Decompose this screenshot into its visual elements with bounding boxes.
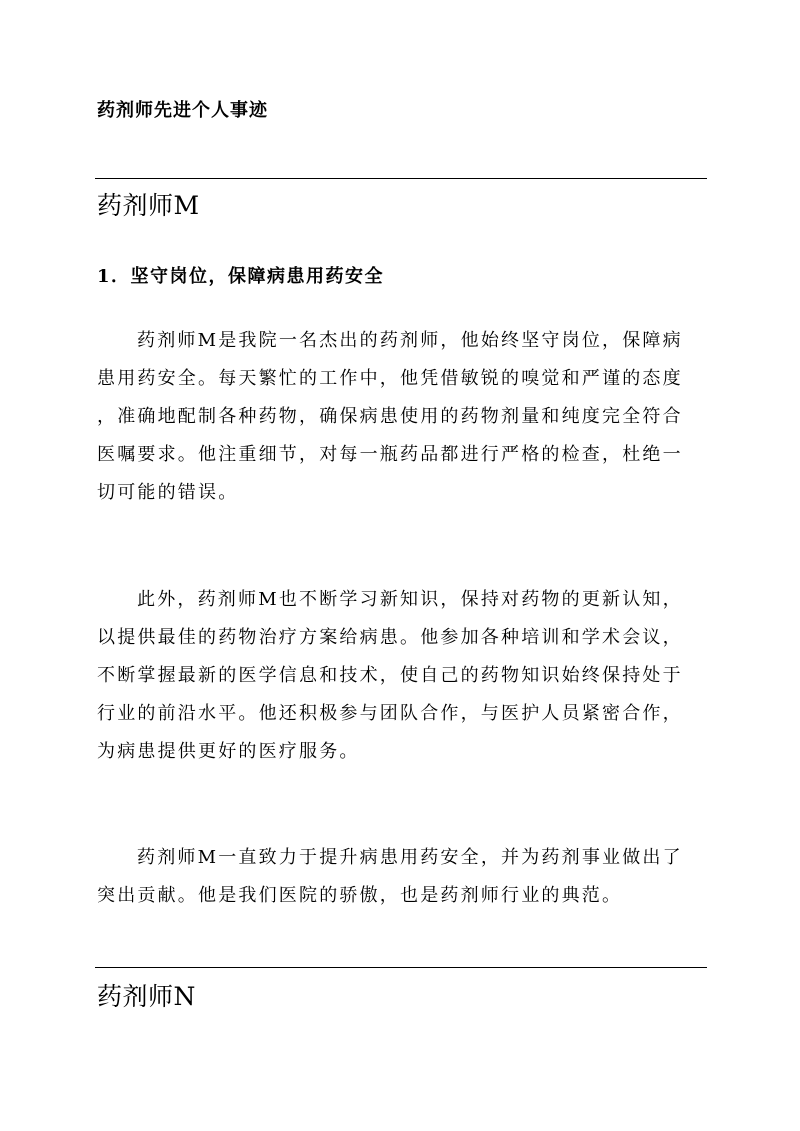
document-title: 药剂师先进个人事迹	[97, 100, 268, 121]
paragraph-line: 为病患提供更好的医疗服务。	[97, 741, 360, 762]
paragraph-line: 药剂师M一直致力于提升病患用药安全，并为药剂事业做出了	[137, 847, 683, 868]
section-divider	[95, 967, 707, 968]
paragraph-line: 医嘱要求。他注重细节，对每一瓶药品都进行严格的检查，杜绝一	[97, 444, 683, 465]
paragraph-line: 患用药安全。每天繁忙的工作中，他凭借敏锐的嗅觉和严谨的态度	[97, 368, 683, 389]
section-heading-m: 药剂师M	[97, 191, 200, 220]
paragraph-1	[97, 322, 707, 512]
paragraph-2	[97, 581, 707, 771]
paragraph-3	[97, 839, 707, 915]
paragraph-line: 突出贡献。他是我们医院的骄傲，也是药剂师行业的典范。	[97, 885, 623, 906]
section-heading-n: 药剂师N	[97, 982, 196, 1011]
paragraph-line: 此外，药剂师M也不断学习新知识，保持对药物的更新认知，	[137, 589, 683, 610]
paragraph-line: 切可能的错误。	[97, 482, 239, 503]
paragraph-line: 行业的前沿水平。他还积极参与团队合作，与医护人员紧密合作，	[97, 703, 683, 724]
paragraph-line: 不断掌握最新的医学信息和技术，使自己的药物知识始终保持处于	[97, 665, 683, 686]
paragraph-line: ，准确地配制各种药物，确保病患使用的药物剂量和纯度完全符合	[97, 406, 683, 427]
subheading-duty: 1．坚守岗位，保障病患用药安全	[97, 266, 385, 287]
paragraph-line: 以提供最佳的药物治疗方案给病患。他参加各种培训和学术会议，	[97, 627, 683, 648]
section-divider	[95, 178, 707, 179]
paragraph-line: 药剂师M是我院一名杰出的药剂师，他始终坚守岗位，保障病	[137, 330, 683, 351]
